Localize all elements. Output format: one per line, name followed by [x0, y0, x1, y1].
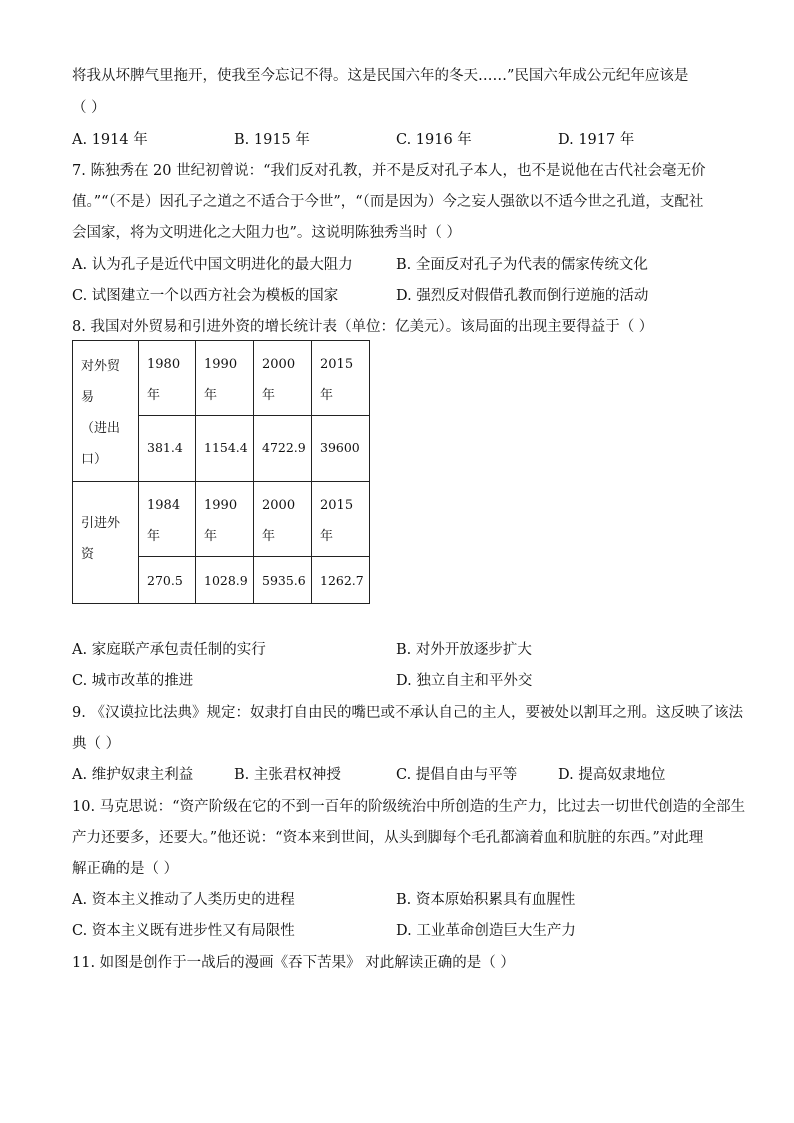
q6-option-c: C. 1916 年 — [396, 132, 472, 148]
q10-option-d: D. 工业革命创造巨大生产力 — [396, 923, 576, 939]
trade-year-cell — [139, 341, 196, 416]
fdi-year-cell — [196, 482, 254, 557]
q7-option-b: B. 全面反对孔子为代表的儒家传统文化 — [396, 257, 648, 273]
trade-label-cell — [73, 341, 139, 482]
trade-value: 1154.4 — [204, 440, 248, 455]
trade-label-line: 易 — [81, 390, 95, 405]
year-number: 2000 — [262, 498, 296, 513]
trade-value-cell — [312, 416, 370, 482]
fdi-year-cell — [139, 482, 196, 557]
q10-option-b: B. 资本原始积累具有血腥性 — [396, 892, 576, 908]
fdi-value: 270.5 — [147, 573, 183, 588]
year-number: 2015 — [320, 498, 354, 513]
q9-option-a: A. 维护奴隶主利益 — [72, 767, 194, 783]
question-7-line-3: 会国家，将为文明进化之大阻力也”。这说明陈独秀当时（ ） — [72, 225, 462, 241]
q9-option-d: D. 提高奴隶地位 — [558, 767, 666, 783]
year-unit: 年 — [147, 529, 161, 544]
fdi-value-cell — [254, 557, 312, 604]
question-6-paren: （ ） — [72, 100, 106, 116]
q6-option-a: A. 1914 年 — [72, 132, 148, 148]
q8-option-c: C. 城市改革的推进 — [72, 673, 194, 689]
trade-label-line: 口） — [81, 452, 108, 467]
trade-value-cell — [139, 416, 196, 482]
q7-option-a: A. 认为孔子是近代中国文明进化的最大阻力 — [72, 257, 353, 273]
year-number: 1990 — [204, 498, 238, 513]
trade-years-row — [73, 341, 370, 416]
question-11-stem: 11. 如图是创作于一战后的漫画《吞下苦果》 对此解读正确的是（ ） — [72, 955, 515, 971]
year-unit: 年 — [262, 388, 276, 403]
trade-value: 39600 — [320, 440, 360, 455]
question-10-line-1: 10. 马克思说：“资产阶级在它的不到一百年的阶级统治中所创造的生产力，比过去一切世代创造的全部生 — [72, 799, 746, 815]
question-7-line-1: 7. 陈独秀在 20 世纪初曾说：“我们反对孔教，并不是反对孔子本人，也不是说他在古代社会毫无价 — [72, 163, 706, 179]
trade-value: 381.4 — [147, 440, 183, 455]
q8-option-d: D. 独立自主和平外交 — [396, 673, 533, 689]
q8-option-b: B. 对外开放逐步扩大 — [396, 642, 532, 658]
question-8-stem: 8. 我国对外贸易和引进外资的增长统计表（单位：亿美元）。该局面的出现主要得益于（ ） — [72, 319, 654, 335]
year-unit: 年 — [204, 529, 218, 544]
trade-year-cell — [312, 341, 370, 416]
trade-value-cell — [196, 416, 254, 482]
year-number: 1984 — [147, 498, 181, 513]
fdi-value: 1262.7 — [320, 573, 364, 588]
question-10-line-2: 产力还要多，还要大。”他还说：“资本来到世间，从头到脚每个毛孔都滴着血和肮脏的东西。”对此理 — [72, 830, 704, 846]
year-number: 2015 — [320, 357, 354, 372]
trade-label-line: 对外贸 — [81, 359, 121, 374]
q10-option-c: C. 资本主义既有进步性又有局限性 — [72, 923, 295, 939]
question-7-line-2: 值。”“（不是）因孔子之道之不适合于今世”，“（而是因为）今之妄人强欲以不适今世之孔道，支配社 — [72, 194, 704, 210]
fdi-value-cell — [196, 557, 254, 604]
q6-option-d: D. 1917 年 — [558, 132, 635, 148]
fdi-label-line: 引进外 — [81, 516, 121, 531]
fdi-value-cell — [312, 557, 370, 604]
q9-option-c: C. 提倡自由与平等 — [396, 767, 518, 783]
trade-value: 4722.9 — [262, 440, 306, 455]
year-unit: 年 — [320, 529, 334, 544]
question-9-line-1: 9. 《汉谟拉比法典》规定：奴隶打自由民的嘴巴或不承认自己的主人，要被处以割耳之刑。这反映了该法 — [72, 705, 743, 721]
question-9-line-2: 典（ ） — [72, 736, 121, 752]
fdi-years-row — [73, 482, 370, 557]
q9-option-b: B. 主张君权神授 — [234, 767, 341, 783]
fdi-value: 5935.6 — [262, 573, 306, 588]
q7-option-c: C. 试图建立一个以西方社会为模板的国家 — [72, 288, 339, 304]
year-unit: 年 — [204, 388, 218, 403]
year-number: 1990 — [204, 357, 238, 372]
year-number: 2000 — [262, 357, 296, 372]
fdi-value: 1028.9 — [204, 573, 248, 588]
q8-option-a: A. 家庭联产承包责任制的实行 — [72, 642, 266, 658]
year-unit: 年 — [262, 529, 276, 544]
fdi-year-cell — [254, 482, 312, 557]
fdi-label-line: 资 — [81, 547, 95, 562]
year-number: 1980 — [147, 357, 181, 372]
trade-label-line: （进出 — [81, 421, 121, 436]
trade-value-cell — [254, 416, 312, 482]
fdi-year-cell — [312, 482, 370, 557]
year-unit: 年 — [320, 388, 334, 403]
fdi-label-cell — [73, 482, 139, 604]
year-unit: 年 — [147, 388, 161, 403]
trade-year-cell — [196, 341, 254, 416]
trade-year-cell — [254, 341, 312, 416]
question-6-stem: 将我从坏脾气里拖开，使我至今忘记不得。这是民国六年的冬天……”民国六年成公元纪年应该是 — [72, 68, 689, 84]
question-10-line-3: 解正确的是（ ） — [72, 861, 179, 877]
trade-investment-table — [72, 340, 370, 604]
q10-option-a: A. 资本主义推动了人类历史的进程 — [72, 892, 295, 908]
q6-option-b: B. 1915 年 — [234, 132, 310, 148]
fdi-value-cell — [139, 557, 196, 604]
q7-option-d: D. 强烈反对假借孔教而倒行逆施的活动 — [396, 288, 649, 304]
